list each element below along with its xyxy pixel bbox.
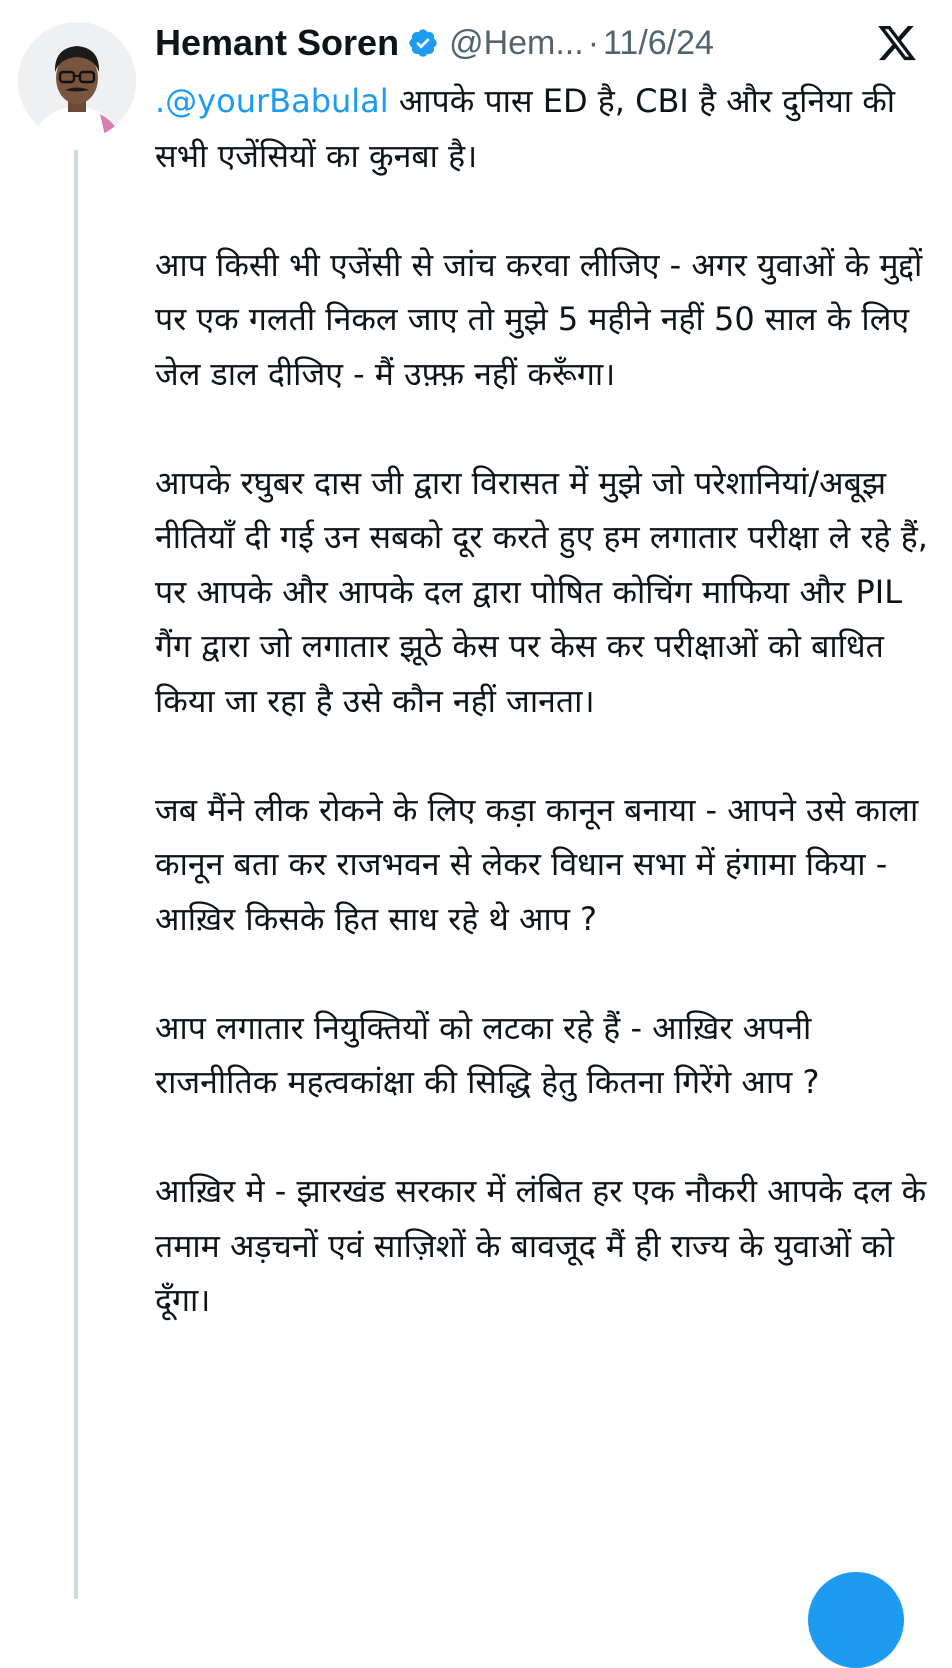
profile-photo (18, 22, 136, 140)
tweet-paragraph-6: आख़िर मे - झारखंड सरकार में लंबित हर एक नौकरी आपके दल के तमाम अड़चनों एवं साज़िशों के बावजूद मैं ही राज्य के युवाओं को दूँगा। (155, 1172, 927, 1319)
display-name[interactable]: Hemant Soren (155, 22, 400, 63)
tweet-text (155, 74, 930, 1328)
tweet-paragraph-5: आप लगातार नियुक्तियों को लटका रहे हैं - आख़िर अपनी राजनीतिक महत्वकांक्षा की सिद्धि हेतु कितना गिरेंगे आप ? (155, 1008, 820, 1101)
avatar[interactable] (18, 22, 136, 140)
tweet-paragraph-1 (155, 74, 930, 183)
tweet-paragraph-4: जब मैंने लीक रोकने के लिए कड़ा कानून बनाया - आपने उसे काला कानून बता कर राजभवन से लेकर विधान सभा में हंगामा किया - आख़िर किसके हित साध रहे थे आप ? (155, 790, 919, 938)
tweet-paragraph-3: आपके रघुबर दास जी द्वारा विरासत में मुझे जो परेशानियां/अबूझ नीतियाँ दी गई उन सबको दूर करते हुए हम लगातार परीक्षा ले रहे हैं, पर आपके और आपके दल द्वारा पोषित कोचिंग माफिया और PIL गैंग द्वारा जो लगातार झूठे केस पर केस कर परीक्षाओं को बाधित किया जा रहा है उसे कौन नहीं जानता। (155, 463, 928, 720)
mention-link[interactable]: .@yourBabulal (155, 82, 389, 120)
tweet-date[interactable]: 11/6/24 (603, 23, 714, 62)
verified-badge-icon (407, 27, 439, 59)
tweet-paragraph-2: आप किसी भी एजेंसी से जांच करवा लीजिए - अगर युवाओं के मुद्दों पर एक गलती निकल जाए तो मुझे 5 महीने नहीं 50 साल के लिए जेल डाल दीजिए - मैं उफ़्फ़ नहीं करूँगा। (155, 245, 923, 393)
paragraph-1-text: आपके पास ED है, CBI है और दुनिया की सभी एजेंसियों का कुनबा है। (155, 82, 896, 175)
separator-dot: · (587, 23, 600, 62)
thread-line (74, 150, 78, 1599)
x-logo-icon (876, 22, 918, 64)
tweet-header (155, 18, 714, 68)
user-handle[interactable]: @Hem... (449, 23, 584, 62)
compose-fab[interactable] (808, 1572, 904, 1668)
